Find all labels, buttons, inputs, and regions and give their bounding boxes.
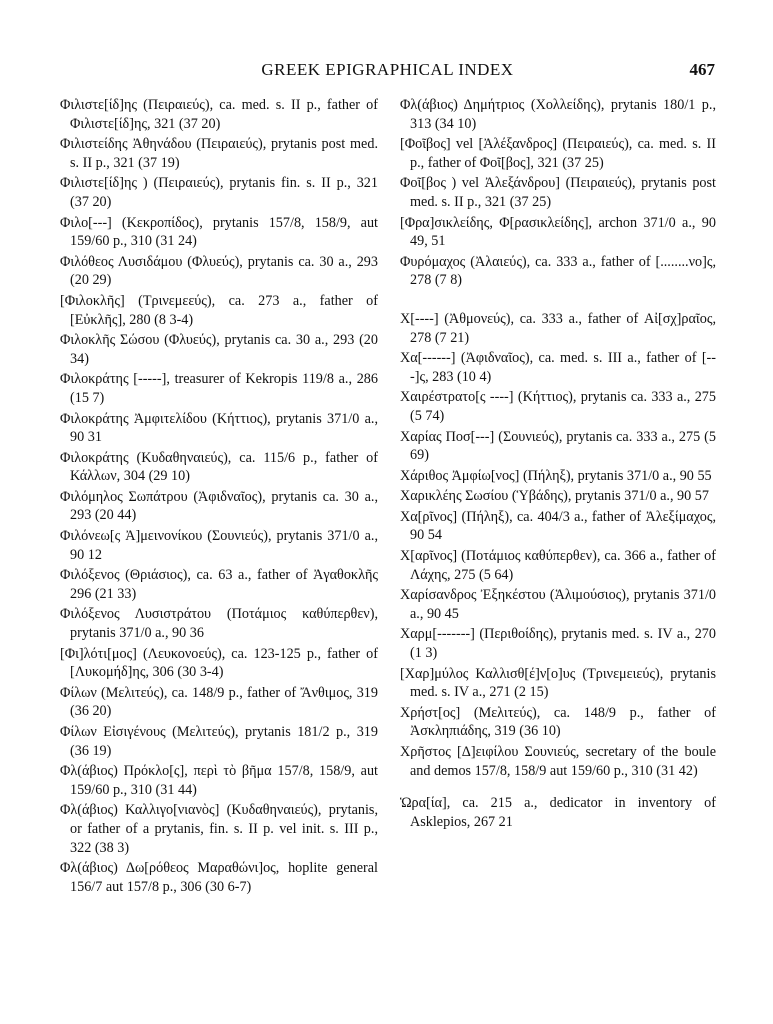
right-column [400,96,716,833]
index-entry: Φιλοκράτης [-----], treasurer of Kekropis 119/8 a., 286 (15 7) [60,371,378,406]
index-entry: Χαρικλέης Σωσίου (Ὑβάδης), prytanis 371/0 a., 90 57 [400,488,709,505]
index-entry: Φλ(άβιος) Καλλιγο[νιανὸς] (Κυδαθηναιεύς), prytanis, or father of a prytanis, fin. s. II p. vel init. s. III p., 322 (38 3) [60,802,378,856]
index-entry: Χα[ρῖνος] (Πήληξ), ca. 404/3 a., father of Ἀλεξίμαχος, 90 54 [400,508,716,544]
index-entry: Χάριθος Ἀμφίω[νος] (Πήληξ), prytanis 371/0 a., 90 55 [400,467,712,484]
index-entry: [Χαρ]μύλος Καλλισθ[έ]ν[ο]υς (Τρινεμειεύς), prytanis med. s. IV a., 271 (2 15) [400,665,716,701]
index-entry: Φλ(άβιος) Πρόκλο[ς], περὶ τὸ βῆμα 157/8, 158/9, aut 159/60 p., 310 (31 44) [60,763,378,798]
index-entry: Χαρμ[-------] (Περιθοίδης), prytanis med. s. IV a., 270 (1 3) [400,626,716,662]
index-entry: Χ[αρῖνος] (Ποτάμιος καθύπερθεν), ca. 366 a., father of Λάχης, 275 (5 64) [400,548,716,583]
index-entry: Φιλοκλῆς Σώσου (Φλυεύς), prytanis ca. 30 a., 293 (20 34) [60,332,378,367]
index-entry: Φιλο[---] (Κεκροπίδος), prytanis 157/8, 158/9, aut 159/60 p., 310 (31 24) [60,214,378,250]
index-entry: Φιλόξενος Λυσιστράτου (Ποτάμιος καθύπερθεν), prytanis 371/0 a., 90 36 [60,606,378,642]
index-entry: Φιλιστε[ίδ]ης (Πειραιεύς), ca. med. s. II p., father of Φιλιστε[ίδ]ης, 321 (37 20) [60,97,378,132]
index-entry: Φλ(άβιος) Δω[ρόθεος Μαραθώνι]ος, hoplite general 156/7 aut 157/8 p., 306 (30 6-7) [60,860,378,895]
index-entry: Φιλοκράτης (Κυδαθηναιεύς), ca. 115/6 p., father of Κάλλων, 304 (29 10) [60,449,378,485]
index-entry: Χαιρέστρατο[ς ----] (Κήττιος), prytanis ca. 333 a., 275 (5 74) [400,389,716,424]
index-entry: [Φιλοκλῆς] (Τρινεμεεύς), ca. 273 a., father of [Εὐκλῆς], 280 (8 3-4) [60,292,378,328]
index-entry: Χαρίας Ποσ[---] (Σουνιεύς), prytanis ca. 333 a., 275 (5 69) [400,428,716,464]
index-entry: Φοῖ[βος ) vel Ἀλεξάνδρου] (Πειραιεύς), prytanis post med. s. II p., 321 (37 25) [400,175,716,210]
page-header [60,60,715,84]
index-entry: Φιλόνεω[ς Ἀ]μεινονίκου (Σουνιεύς), prytanis 371/0 a., 90 12 [60,528,378,563]
index-entry: Φλ(άβιος) Δημήτριος (Χολλείδης), prytanis 180/1 p., 313 (34 10) [400,97,716,132]
index-entry: [Φι]λότι[μος] (Λευκονοεύς), ca. 123-125 p., father of [Λυκομήδ]ης, 306 (30 3-4) [60,645,378,681]
index-entry: [Φρα]σικλείδης, Φ[ρασικλείδης], archon 371/0 a., 90 49, 51 [400,214,716,250]
index-entry: Φιλόθεος Λυσιδάμου (Φλυεύς), prytanis ca. 30 a., 293 (20 29) [60,253,378,289]
index-entry: Φυρόμαχος (Ἀλαιεύς), ca. 333 a., father of [........νο]ς, 278 (7 8) [400,253,716,289]
index-entry: Χα[------] (Ἀφιδναῖος), ca. med. s. III a., father of [---]ς, 283 (10 4) [400,350,716,385]
index-entry: Φιλιστείδης Ἀθηνάδου (Πειραιεύς), prytanis post med. s. II p., 321 (37 19) [60,136,378,171]
left-column [60,96,378,898]
letter-section-gap [400,292,716,310]
index-entry: [Φοῖβος] vel [Ἀλέξανδρος] (Πειραιεύς), ca. med. s. II p., father of Φοῖ[βος], 321 (37 25) [400,136,716,171]
index-entry: Φιλιστε[ίδ]ης ) (Πειραιεύς), prytanis fin. s. II p., 321 (37 20) [60,175,378,210]
index-entry: Χαρίσανδρος Ἐξηκέστου (Ἁλιμούσιος), prytanis 371/0 a., 90 45 [400,587,716,622]
index-entry: Φιλόξενος (Θριάσιος), ca. 63 a., father of Ἀγαθοκλῆς 296 (21 33) [60,567,378,602]
index-entry: Χρῆστος [Δ]ειφίλου Σουνιεύς, secretary of the boule and demos 157/8, 158/9 aut 159/60 p., 310 (31 42) [400,744,716,779]
index-entry: Φιλόμηλος Σωπάτρου (Ἀφιδναῖος), prytanis ca. 30 a., 293 (20 44) [60,488,378,524]
index-entry: Φιλοκράτης Ἀμφιτελίδου (Κήττιος), prytanis 371/0 a., 90 31 [60,410,378,446]
running-title: GREEK EPIGRAPHICAL INDEX [261,60,514,79]
index-entry: Φίλων Εἰσιγένους (Μελιτεύς), prytanis 181/2 p., 319 (36 19) [60,724,378,759]
index-entry: Φίλων (Μελιτεύς), ca. 148/9 p., father of Ἄνθιμος, 319 (36 20) [60,684,378,720]
index-entry: Ὡρα[ία], ca. 215 a., dedicator in inventory of Asklepios, 267 21 [400,795,716,830]
index-entry: Χρήστ[ος] (Μελιτεύς), ca. 148/9 p., father of Ἀσκληπιάδης, 319 (36 10) [400,704,716,740]
index-entry: Χ[----] (Ἀθμονεύς), ca. 333 a., father of Αἰ[σχ]ραῖος, 278 (7 21) [400,310,716,346]
page-number: 467 [689,60,715,79]
letter-section-gap [400,782,716,794]
